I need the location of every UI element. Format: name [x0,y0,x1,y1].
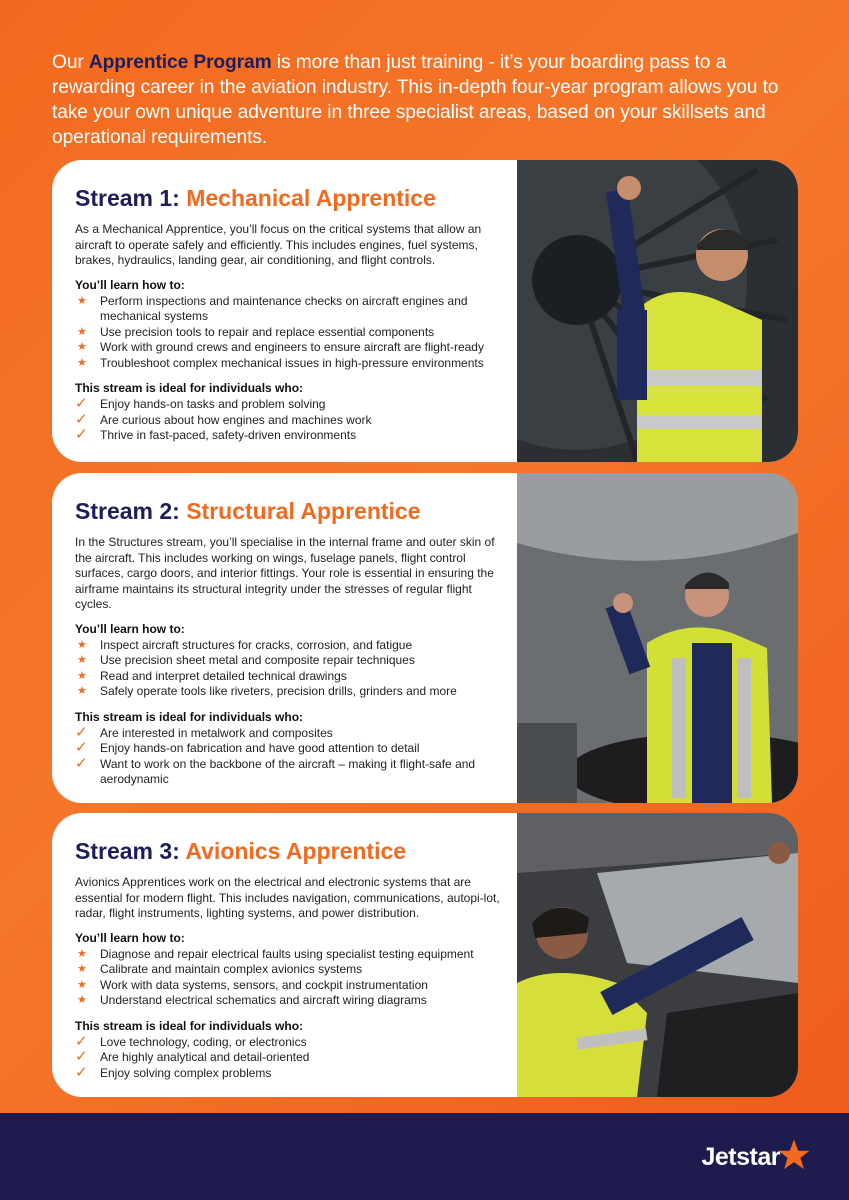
stream-label: Stream 3: [75,838,180,864]
intro-highlight: Apprentice Program [88,52,272,73]
star-icon: ★ [77,947,87,960]
footer-bar [0,1113,849,1200]
learn-item-text: Use precision sheet metal and composite repair techniques [100,653,415,667]
star-icon: ★ [77,341,87,353]
ideal-item [75,410,505,429]
learn-item-text: Inspect aircraft structures for cracks, corrosion, and fatigue [100,637,413,652]
learn-item-text: Work with ground crews and engineers to ensure aircraft are flight-ready [100,340,484,354]
learn-item [75,993,505,1009]
learn-item [75,356,505,372]
intro-paragraph [52,50,812,150]
ideal-item [75,741,505,757]
learn-item-text: Calibrate and maintain complex avionics systems [100,962,363,976]
ideal-item [75,428,505,444]
avionics-technician-photo [517,813,798,1097]
star-icon: ★ [77,963,87,975]
learn-item-text: Read and interpret detailed technical drawings [100,668,347,683]
star-icon: ★ [77,356,87,369]
stream-card-avionics [52,813,798,1097]
stream-heading [75,497,505,525]
learn-list [75,294,505,372]
learn-item [75,294,505,325]
ideal-item [75,1050,505,1066]
checkmark-icon: ✓ [75,754,88,772]
checkmark-icon: ✓ [75,739,88,756]
stream-title: Mechanical Apprentice [186,185,436,211]
checkmark-icon: ✓ [75,410,88,428]
ideal-heading: This stream is ideal for individuals who: [75,709,304,724]
ideal-item-text: Want to work on the backbone of the aircraft – making it flight-safe and aerodynamic [100,756,476,786]
learn-item [75,638,505,654]
ideal-item-text: Are curious about how engines and machines work [100,412,372,427]
star-icon: ★ [77,638,87,651]
star-icon: ★ [77,294,87,307]
learn-item-text: Use precision tools to repair and replace essential components [100,324,435,339]
ideal-item-text: Are interested in metalwork and composites [100,725,333,740]
ideal-item-text: Love technology, coding, or electronics [100,1034,307,1049]
logo-wordmark: Jetstar [701,1143,780,1171]
ideal-item [75,723,505,742]
learn-item [75,340,505,356]
learn-item-text: Work with data systems, sensors, and cockpit instrumentation [100,977,428,992]
learn-item [75,684,505,700]
learn-item [75,978,505,994]
stream-card-text [75,497,505,798]
stream-label: Stream 2: [75,498,180,524]
learn-item [75,653,505,669]
intro-text-end: is more than just training - it’s your boarding pass to a rewarding career in the aviation industry. This in-depth four-year program allows you to take your own unique adventure in three specialist areas, based on your skillsets and operational requirements. [52,52,779,148]
learn-item-text: Troubleshoot complex mechanical issues in high-pressure environments [100,355,484,370]
ideal-item-text: Enjoy hands-on fabrication and have good attention to detail [100,741,420,755]
checkmark-icon: ✓ [75,1032,88,1050]
learn-heading: You’ll learn how to: [75,621,185,636]
star-icon: ★ [77,978,87,991]
stream-card-mechanical [52,160,798,462]
stream-card-text [75,837,505,1091]
intro-text-start: Our [52,52,89,73]
learn-list [75,947,505,1009]
learn-item-text: Diagnose and repair electrical faults using specialist testing equipment [100,946,474,961]
learn-list [75,638,505,700]
checkmark-icon: ✓ [75,395,88,412]
ideal-item-text: Enjoy hands-on tasks and problem solving [100,397,326,411]
ideal-list [75,397,505,444]
ideal-heading: This stream is ideal for individuals who: [75,1018,304,1033]
ideal-item [75,754,505,788]
stream-card-structural [52,473,798,803]
learn-heading: You’ll learn how to: [75,277,185,292]
jetstar-star-icon [777,1138,811,1172]
star-icon: ★ [77,685,87,697]
learn-item [75,947,505,963]
learn-item [75,962,505,978]
stream-description: As a Mechanical Apprentice, you’ll focus on the critical systems that allow an aircraft to operate safely and efficiently. This includes engines, fuel systems, brakes, hydraulics, landing gear, air conditioning, and flight controls. [75,222,482,267]
mechanic-engine-photo [517,160,798,462]
ideal-heading: This stream is ideal for individuals who: [75,381,304,395]
stream-card-text [75,184,505,454]
stream-label: Stream 1: [75,185,180,211]
stream-heading [75,837,505,865]
stream-title: Structural Apprentice [186,498,421,524]
checkmark-icon: ✓ [75,1048,88,1065]
ideal-list [75,1032,505,1082]
ideal-item [75,397,505,413]
jetstar-logo [702,1143,812,1172]
star-icon: ★ [77,654,87,666]
stream-heading [75,184,505,212]
structural-technician-photo [517,473,798,803]
star-icon: ★ [77,994,87,1006]
stream-description: In the Structures stream, you’ll specialise in the internal frame and outer skin of the aircraft. This includes working on wings, fuselage panels, flight control surfaces, cargo doors, and interior fittings. Your role is essential in ensuring the airframe maintains its structural integrity under the stresses of regular flight cycles. [75,535,495,611]
learn-heading: You’ll learn how to: [75,930,185,945]
ideal-item-text: Are highly analytical and detail-oriented [100,1050,310,1064]
ideal-item [75,1063,505,1082]
learn-item-text: Perform inspections and maintenance checks on aircraft engines and mechanical systems [100,293,468,323]
learn-item [75,669,505,685]
ideal-item [75,1032,505,1051]
stream-description: Avionics Apprentices work on the electrical and electronic systems that are essential for modern flight. This includes navigation, communications, autopi-lot, radar, flight instruments, lighting systems, and power distribution. [75,875,500,920]
ideal-item-text: Enjoy solving complex problems [100,1065,272,1080]
ideal-item-text: Thrive in fast-paced, safety-driven environments [100,428,357,442]
learn-item [75,325,505,341]
star-icon: ★ [77,325,87,338]
stream-title: Avionics Apprentice [185,838,407,864]
checkmark-icon: ✓ [75,1063,88,1081]
star-icon: ★ [77,669,87,682]
checkmark-icon: ✓ [75,426,88,443]
learn-item-text: Understand electrical schematics and aircraft wiring diagrams [100,993,427,1007]
ideal-list [75,723,505,788]
learn-item-text: Safely operate tools like riveters, precision drills, grinders and more [100,684,457,698]
checkmark-icon: ✓ [75,723,88,741]
